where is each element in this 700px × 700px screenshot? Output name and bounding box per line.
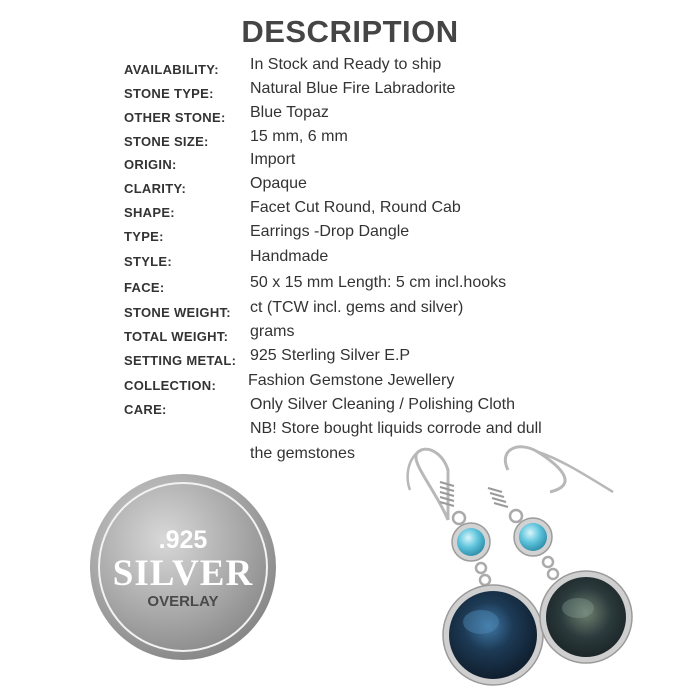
spec-value: Opaque <box>250 175 307 192</box>
spec-value: Handmade <box>250 248 329 265</box>
spec-row-collection <box>0 372 700 396</box>
spec-label: TOTAL WEIGHT: <box>124 329 229 344</box>
spec-label: SETTING METAL: <box>124 353 237 368</box>
spec-value: Natural Blue Fire Labradorite <box>250 80 456 97</box>
spec-value: grams <box>250 323 295 340</box>
spec-value: Facet Cut Round, Round Cab <box>250 199 461 216</box>
spec-value: 15 mm, 6 mm <box>250 128 348 145</box>
right-topaz-stone <box>519 523 547 551</box>
spec-label: OTHER STONE: <box>124 110 226 125</box>
spec-row-care <box>0 396 700 420</box>
spec-row-stone-size <box>0 128 700 152</box>
spec-row-availability <box>0 56 700 80</box>
left-hook <box>416 449 448 520</box>
spec-row-clarity <box>0 175 700 199</box>
earrings-photo <box>388 440 700 700</box>
spec-label: STONE SIZE: <box>124 134 209 149</box>
spec-value: ct (TCW incl. gems and silver) <box>250 299 464 316</box>
right-coil <box>488 488 508 507</box>
spec-label: SHAPE: <box>124 205 175 220</box>
spec-label: ORIGIN: <box>124 157 177 172</box>
spec-label: STYLE: <box>124 254 173 269</box>
spec-value: Only Silver Cleaning / Polishing Cloth <box>250 396 516 413</box>
left-earring <box>408 449 543 685</box>
right-hook <box>505 447 565 492</box>
left-topaz-stone <box>457 528 485 556</box>
spec-label: CARE: <box>124 402 167 417</box>
spec-row-type <box>0 223 700 247</box>
spec-value: Blue Topaz <box>250 104 329 121</box>
spec-value: the gemstones <box>250 445 355 462</box>
spec-label: CLARITY: <box>124 181 187 196</box>
spec-value: 50 x 15 mm Length: 5 cm incl.hooks <box>250 274 507 291</box>
seal-silver-text: SILVER <box>112 553 254 594</box>
spec-value: Earrings -Drop Dangle <box>250 223 410 240</box>
spec-label: FACE: <box>124 280 165 295</box>
spec-row-other-stone <box>0 104 700 128</box>
spec-label: AVAILABILITY: <box>124 62 219 77</box>
spec-row-face <box>0 274 700 298</box>
seal-overlay-text: OVERLAY <box>147 593 219 610</box>
spec-row-total-weight <box>0 323 700 347</box>
seal-925-text: .925 <box>158 526 208 554</box>
spec-row-origin <box>0 151 700 175</box>
spec-row-stone-type <box>0 80 700 104</box>
spec-value: In Stock and Ready to ship <box>250 56 442 73</box>
spec-value: Fashion Gemstone Jewellery <box>248 372 455 389</box>
spec-label: STONE WEIGHT: <box>124 305 231 320</box>
right-labradorite-stone <box>546 577 626 657</box>
spec-row-style <box>0 248 700 272</box>
spec-row-setting-metal <box>0 347 700 371</box>
silver-overlay-seal <box>88 472 278 662</box>
spec-value: 925 Sterling Silver E.P <box>250 347 411 364</box>
page-title: DESCRIPTION <box>241 14 459 49</box>
spec-row-stone-weight <box>0 299 700 323</box>
spec-row-shape <box>0 199 700 223</box>
left-labradorite-stone <box>449 591 537 679</box>
spec-label: COLLECTION: <box>124 378 217 393</box>
spec-label: STONE TYPE: <box>124 86 214 101</box>
spec-label: TYPE: <box>124 229 164 244</box>
spec-value: Import <box>250 151 296 168</box>
spec-value: NB! Store bought liquids corrode and dull <box>250 420 542 437</box>
